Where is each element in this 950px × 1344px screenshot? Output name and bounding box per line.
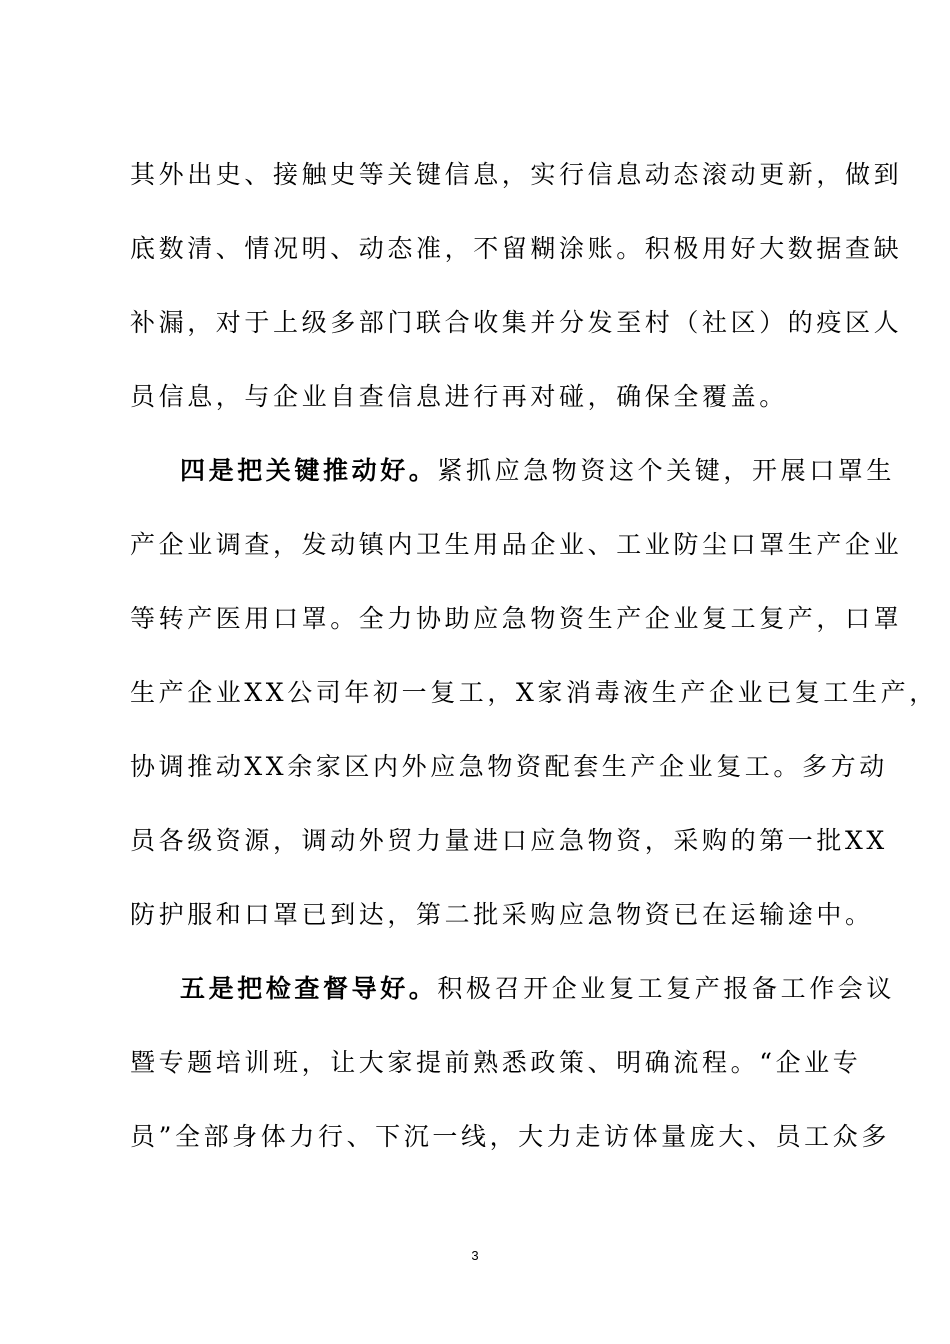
paragraph-1-line-1: 其外出史、接触史等关键信息，实行信息动态滚动更新，做到: [130, 160, 903, 189]
paragraph-2-line-5: 协调推动XX余家区内外应急物资配套生产企业复工。多方动: [130, 752, 888, 781]
paragraph-2-line-7: 防护服和口罩已到达，第二批采购应急物资已在运输途中。: [130, 900, 874, 929]
paragraph-2-lead: 四是把关键推动好。: [180, 456, 438, 485]
page-number: 3: [471, 1248, 479, 1263]
paragraph-2-line-2: 产企业调查，发动镇内卫生用品企业、工业防尘口罩生产企业: [130, 530, 903, 559]
paragraph-2-first-rest: 紧抓应急物资这个关键，开展口罩生: [437, 456, 896, 485]
paragraph-2-line-4: 生产企业XX公司年初一复工，X家消毒液生产企业已复工生产，: [130, 678, 938, 707]
paragraph-3-first-rest: 积极召开企业复工复产报备工作会议: [437, 974, 896, 1003]
paragraph-2-line-6: 员各级资源，调动外贸力量进口应急物资，采购的第一批XX: [130, 826, 888, 855]
paragraph-3-lead: 五是把检查督导好。: [180, 974, 438, 1003]
paragraph-3-line-1: [180, 972, 896, 1006]
paragraph-2-line-3: 等转产医用口罩。全力协助应急物资生产企业复工复产，口罩: [130, 604, 903, 633]
paragraph-1-line-3: 补漏，对于上级多部门联合收集并分发至村（社区）的疫区人: [130, 308, 903, 337]
paragraph-3-line-2: 暨专题培训班，让大家提前熟悉政策、明确流程。“企业专: [130, 1048, 862, 1077]
paragraph-1-line-2: 底数清、情况明、动态准，不留糊涂账。积极用好大数据查缺: [130, 234, 903, 263]
paragraph-3-line-3: 员”全部身体力行、下沉一线，大力走访体量庞大、员工众多: [130, 1122, 890, 1151]
paragraph-1-line-4: 员信息，与企业自查信息进行再对碰，确保全覆盖。: [130, 382, 788, 411]
paragraph-2-line-1: [180, 454, 896, 488]
